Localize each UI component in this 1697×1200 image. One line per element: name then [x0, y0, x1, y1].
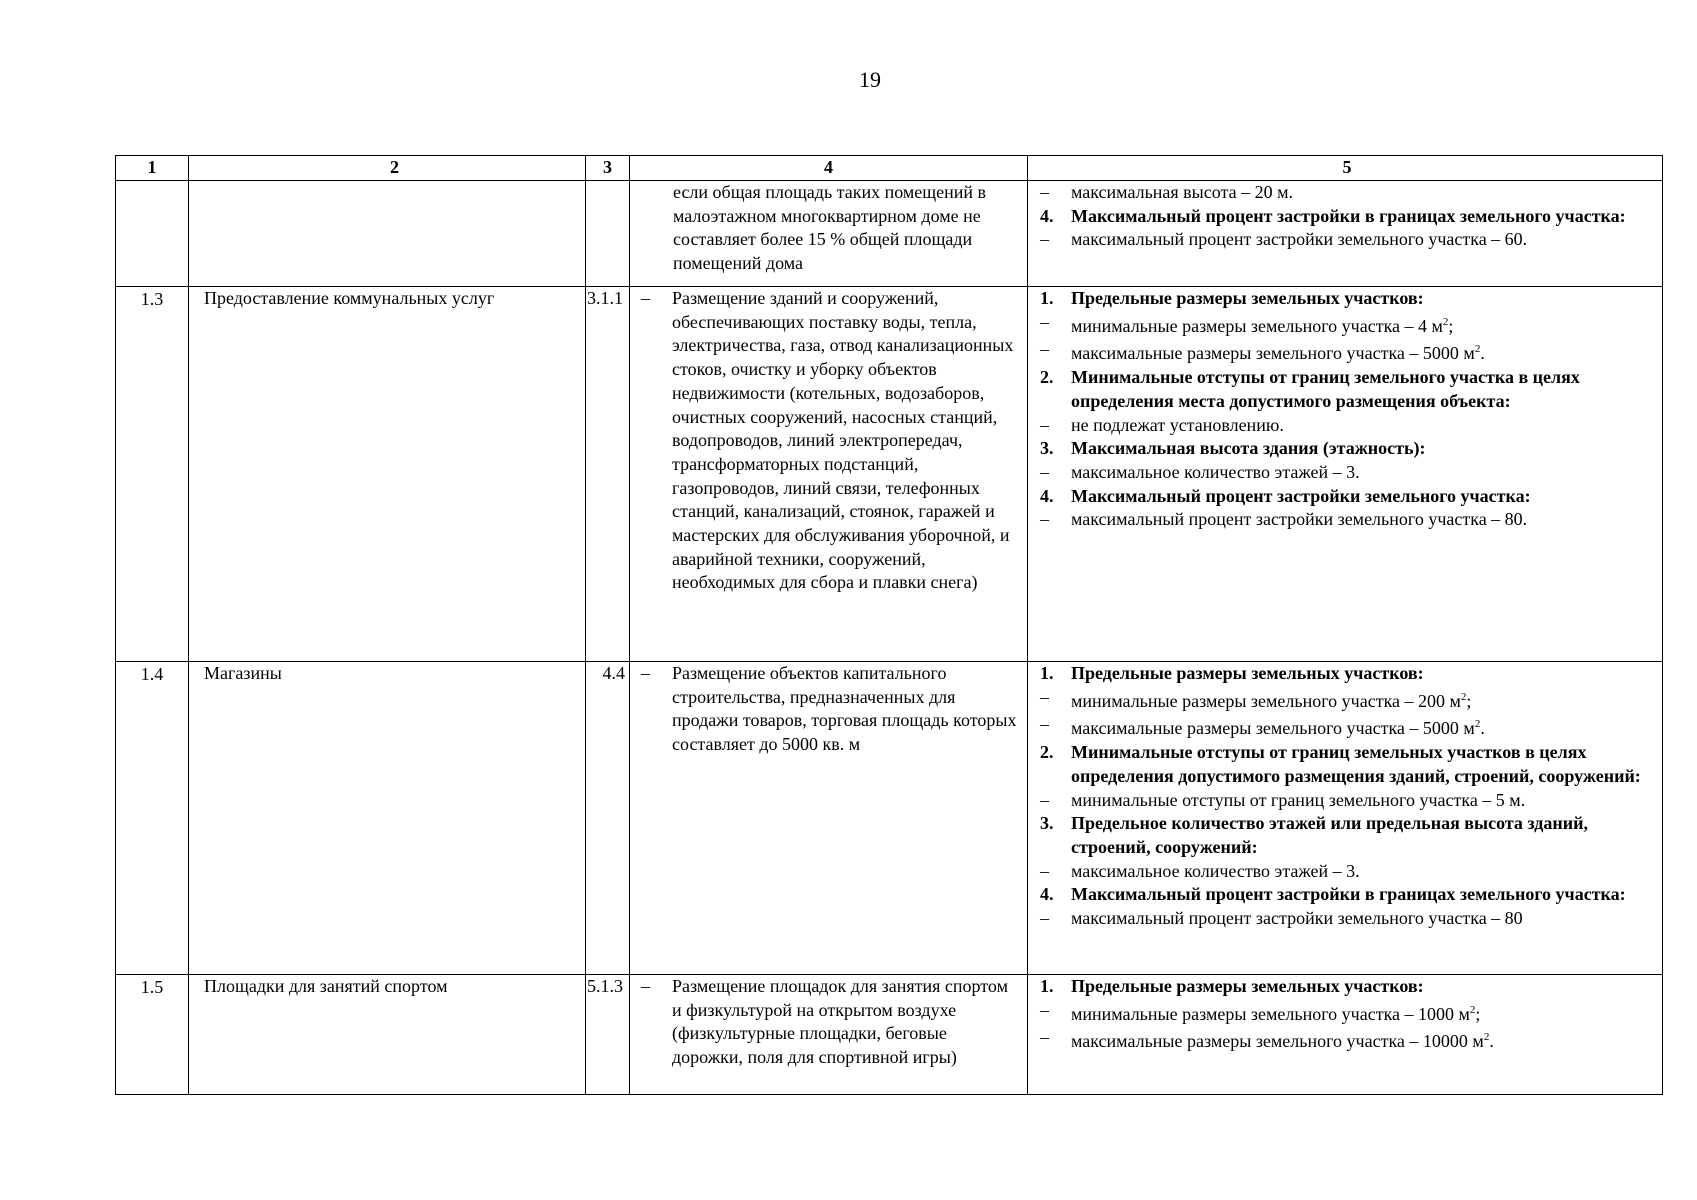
- parameter-text: Предельные размеры земельных участков:: [1071, 288, 1424, 308]
- column-header-4: 4: [630, 156, 1028, 181]
- table-row: [116, 287, 1663, 662]
- parameter-text: максимальный процент застройки земельного участка – 60.: [1071, 229, 1528, 250]
- cell-name: [189, 181, 586, 287]
- description-text: Размещение зданий и сооружений, обеспечивающих поставку воды, тепла, электричества, газа, отвод канализационных стоков, очистку и уборку объектов недвижимости (котельных, водозаборов, очистных сооружений, насосных станций, водопроводов, линий электропередач, трансформаторных подстанций, газопроводов, линий связи, телефонных станций, канализаций, стоянок, гаражей и мастерских для обслуживания уборочной, и аварийной техники, сооружений, необходимых для сбора и плавки снега): [672, 288, 1014, 593]
- land-use-regulations-table: [115, 155, 1663, 1095]
- dash-marker: –: [641, 288, 650, 308]
- parameter-text: минимальные размеры земельного участка – 4 м: [1071, 315, 1443, 336]
- unit-superscript: 2: [1460, 690, 1467, 703]
- dash-marker: –: [1040, 686, 1049, 707]
- dash-marker: –: [1040, 1027, 1049, 1048]
- list-number: 4.: [1040, 884, 1054, 905]
- parameter-item: [1040, 414, 1654, 438]
- parameter-item: [1040, 713, 1654, 741]
- parameter-item: [1040, 311, 1654, 339]
- dash-marker: –: [1040, 461, 1049, 482]
- description-text: Размещение объектов капитального строительства, предназначенных для продажи товаров, торговая площадь которых составляет до 5000 кв. м: [672, 663, 1017, 755]
- parameter-heading: [1040, 883, 1654, 907]
- unit-superscript: 2: [1442, 315, 1449, 328]
- parameter-heading: [1040, 205, 1654, 229]
- cell-parameters: [1028, 181, 1663, 287]
- list-number: 2.: [1040, 742, 1054, 763]
- dash-marker: –: [1040, 311, 1049, 332]
- dash-marker: –: [1040, 860, 1049, 881]
- list-number: 1.: [1040, 976, 1054, 996]
- cell-code: 5.1.3: [586, 975, 630, 1095]
- cell-description: [630, 181, 1028, 287]
- cell-parameters: [1028, 287, 1663, 662]
- parameter-text: минимальные размеры земельного участка – 200 м: [1071, 690, 1461, 711]
- cell-description: [630, 287, 1028, 662]
- description-text: если общая площадь таких помещений в малоэтажном многоквартирном доме не составляет более 15 % общей площади помещений дома: [673, 182, 987, 274]
- parameter-heading: [1040, 741, 1654, 788]
- parameter-item: [1040, 789, 1654, 813]
- parameter-text: максимальная высота – 20 м.: [1071, 182, 1293, 202]
- parameter-heading: [1040, 437, 1654, 461]
- parameter-text: минимальные отступы от границ земельного участка – 5 м.: [1071, 789, 1526, 810]
- column-header-5: 5: [1028, 156, 1663, 181]
- list-number: 3.: [1040, 813, 1054, 834]
- dash-marker: –: [1040, 182, 1049, 202]
- column-header-3: 3: [586, 156, 630, 181]
- parameter-text: Максимальный процент застройки земельного участка:: [1071, 485, 1531, 506]
- dash-marker: –: [1040, 999, 1049, 1020]
- parameter-heading: [1040, 662, 1654, 686]
- parameter-text: Максимальная высота здания (этажность):: [1071, 438, 1426, 459]
- dash-marker: –: [641, 976, 650, 996]
- cell-description: [630, 975, 1028, 1095]
- column-header-1: 1: [116, 156, 189, 181]
- dash-marker: –: [1040, 789, 1049, 810]
- parameter-text: максимальное количество этажей – 3.: [1071, 860, 1360, 881]
- parameter-item: [1040, 860, 1654, 884]
- cell-code: [586, 181, 630, 287]
- cell-number: [116, 181, 189, 287]
- parameter-heading: [1040, 975, 1654, 999]
- parameter-item: [1040, 999, 1654, 1027]
- parameter-item: [1040, 228, 1654, 252]
- parameter-text: максимальный процент застройки земельного участка – 80.: [1071, 509, 1528, 530]
- punctuation: ;: [1475, 1003, 1481, 1024]
- cell-parameters: [1028, 662, 1663, 975]
- parameter-text: Максимальный процент застройки в границах земельного участка:: [1071, 884, 1626, 905]
- punctuation: .: [1489, 1031, 1494, 1052]
- unit-superscript: 2: [1474, 718, 1481, 731]
- cell-parameters: [1028, 975, 1663, 1095]
- parameter-item: [1040, 461, 1654, 485]
- dash-marker: –: [1040, 908, 1049, 929]
- parameter-item: [1040, 1026, 1654, 1054]
- cell-code: 3.1.1: [586, 287, 630, 662]
- punctuation: ;: [1448, 315, 1454, 336]
- list-number: 2.: [1040, 367, 1054, 388]
- parameter-text: максимальные размеры земельного участка – 5000 м: [1071, 718, 1475, 739]
- parameter-item: [1040, 907, 1654, 931]
- list-number: 4.: [1040, 205, 1054, 226]
- cell-description: [630, 662, 1028, 975]
- parameter-text: Предельные размеры земельных участков:: [1071, 976, 1424, 996]
- parameter-heading: [1040, 485, 1654, 509]
- parameter-text: максимальный процент застройки земельного участка – 80: [1071, 908, 1523, 929]
- list-number: 1.: [1040, 663, 1054, 683]
- list-number: 1.: [1040, 288, 1054, 308]
- list-number: 3.: [1040, 438, 1054, 459]
- dash-marker: –: [641, 663, 650, 683]
- unit-superscript: 2: [1474, 343, 1481, 356]
- parameter-text: минимальные размеры земельного участка – 1000 м: [1071, 1003, 1470, 1024]
- parameter-heading: [1040, 812, 1654, 859]
- table-row-continued: [116, 181, 1663, 287]
- parameter-item: [1040, 181, 1654, 205]
- parameter-heading: [1040, 287, 1654, 311]
- cell-number: 1.4: [116, 662, 189, 975]
- parameter-text: не подлежат установлению.: [1071, 414, 1284, 435]
- unit-superscript: 2: [1469, 1003, 1476, 1016]
- list-number: 4.: [1040, 485, 1054, 506]
- punctuation: .: [1480, 718, 1485, 739]
- table-row: [116, 662, 1663, 975]
- table-row: [116, 975, 1663, 1095]
- dash-marker: –: [1040, 339, 1049, 360]
- parameter-text: Предельное количество этажей или предельная высота зданий, строений, сооружений:: [1071, 813, 1589, 857]
- parameter-text: максимальное количество этажей – 3.: [1071, 461, 1360, 482]
- parameter-item: [1040, 338, 1654, 366]
- punctuation: .: [1480, 343, 1485, 364]
- cell-number: 1.3: [116, 287, 189, 662]
- parameter-heading: [1040, 366, 1654, 413]
- cell-name: Площадки для занятий спортом: [189, 975, 586, 1095]
- parameter-text: максимальные размеры земельного участка – 10000 м: [1071, 1031, 1484, 1052]
- parameter-item: [1040, 508, 1654, 532]
- dash-marker: –: [1040, 414, 1049, 435]
- table-header-row: [116, 156, 1663, 181]
- cell-name: Магазины: [189, 662, 586, 975]
- cell-number: 1.5: [116, 975, 189, 1095]
- unit-superscript: 2: [1483, 1031, 1490, 1044]
- parameter-item: [1040, 686, 1654, 714]
- page-number: 19: [859, 67, 881, 92]
- cell-name: Предоставление коммунальных услуг: [189, 287, 586, 662]
- dash-marker: –: [1040, 229, 1049, 250]
- dash-marker: –: [1040, 714, 1049, 735]
- punctuation: ;: [1466, 690, 1472, 711]
- parameter-text: Предельные размеры земельных участков:: [1071, 663, 1424, 683]
- parameter-text: Минимальные отступы от границ земельных участков в целях определения допустимого размещения зданий, строений, сооружений:: [1071, 742, 1641, 786]
- cell-code: 4.4: [586, 662, 630, 975]
- column-header-2: 2: [189, 156, 586, 181]
- dash-marker: –: [1040, 509, 1049, 530]
- parameter-text: максимальные размеры земельного участка – 5000 м: [1071, 343, 1475, 364]
- parameter-text: Максимальный процент застройки в границах земельного участка:: [1071, 205, 1626, 226]
- description-text: Размещение площадок для занятия спортом и физкультурой на открытом воздухе (физкультурные площадки, беговые дорожки, поля для спортивной игры): [672, 976, 1008, 1068]
- parameter-text: Минимальные отступы от границ земельного участка в целях определения места допустимого размещения объекта:: [1071, 367, 1580, 411]
